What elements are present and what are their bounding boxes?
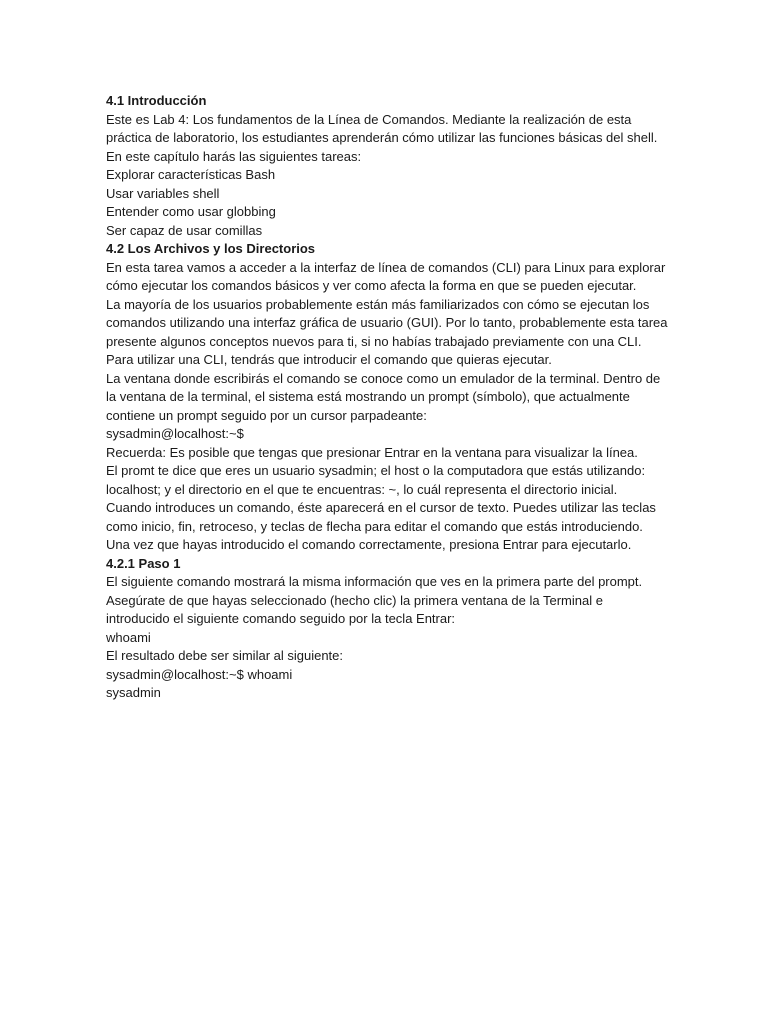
task-item: Ser capaz de usar comillas <box>106 222 263 238</box>
paragraph-press-enter: Una vez que hayas introducido el comando correctamente, presiona Entrar para ejecutarlo. <box>106 537 632 552</box>
paragraph-step-1: El siguiente comando mostrará la misma información que ves en la primera parte del prompt. Asegúrate de que hayas seleccionado (hecho clic) la primera ventana de la Terminal e introducido el siguiente comando seguido por la tecla Entrar: <box>106 574 643 626</box>
prompt-example: sysadmin@localhost:~$ <box>106 426 244 441</box>
heading-archivos-directorios: 4.2 Los Archivos y los Directorios <box>106 241 316 256</box>
heading-introduccion: 4.1 Introducción <box>106 93 207 108</box>
paragraph-lab-intro: Este es Lab 4: Los fundamentos de la Línea de Comandos. Mediante la realización de esta práctica de laboratorio, los estudiantes aprenderán cómo utilizar las funciones básicas del shell. <box>106 111 658 145</box>
paragraph-cli-task: En esta tarea vamos a acceder a la interfaz de línea de comandos (CLI) para Linux para explorar cómo ejecutar los comandos básicos y ver como afecta la forma en que se pueden ejecutar. <box>106 259 666 293</box>
paragraph-gui-vs-cli: La mayoría de los usuarios probablemente están más familiarizados con cómo se ejecutan los comandos utilizando una interfaz gráfica de usuario (GUI). Por lo tanto, probablemente esta tarea presente algunos conceptos nuevos para ti, si no habías trabajado previamente con una CLI. Para utilizar una CLI, tendrás que introducir el comando que quieras ejecutar. <box>106 296 668 367</box>
paragraph-prompt-explained: El promt te dice que eres un usuario sysadmin; el host o la computadora que estás utilizando: localhost; y el directorio en el que te encuentras: ~, lo cuál representa el directorio inicial. <box>106 463 646 497</box>
task-item: Entender como usar globbing <box>106 204 276 219</box>
paragraph-recuerda: Recuerda: Es posible que tengas que presionar Entrar en la ventana para visualizar la línea. <box>106 444 638 460</box>
task-item: Usar variables shell <box>106 185 220 201</box>
task-item: Explorar características Bash <box>106 167 276 182</box>
paragraph-terminal-emulator: La ventana donde escribirás el comando se conoce como un emulador de la terminal. Dentro de la ventana de la terminal, el sistema está mostrando un prompt (símbolo), que actualmente contiene un prompt seguido por un cursor parpadeante: <box>106 370 661 423</box>
output-line-result: sysadmin <box>106 685 161 700</box>
heading-paso-1: 4.2.1 Paso 1 <box>106 555 181 571</box>
paragraph-tasks-lead: En este capítulo harás las siguientes tareas: <box>106 148 362 164</box>
paragraph-editing-keys: Cuando introduces un comando, éste aparecerá en el cursor de texto. Puedes utilizar las teclas como inicio, fin, retroceso, y teclas de flecha para editar el comando que estás introduciendo. <box>106 500 656 534</box>
output-line-prompt: sysadmin@localhost:~$ whoami <box>106 666 293 682</box>
paragraph-result-lead: El resultado debe ser similar al siguiente: <box>106 648 344 663</box>
command-whoami: whoami <box>106 629 151 645</box>
